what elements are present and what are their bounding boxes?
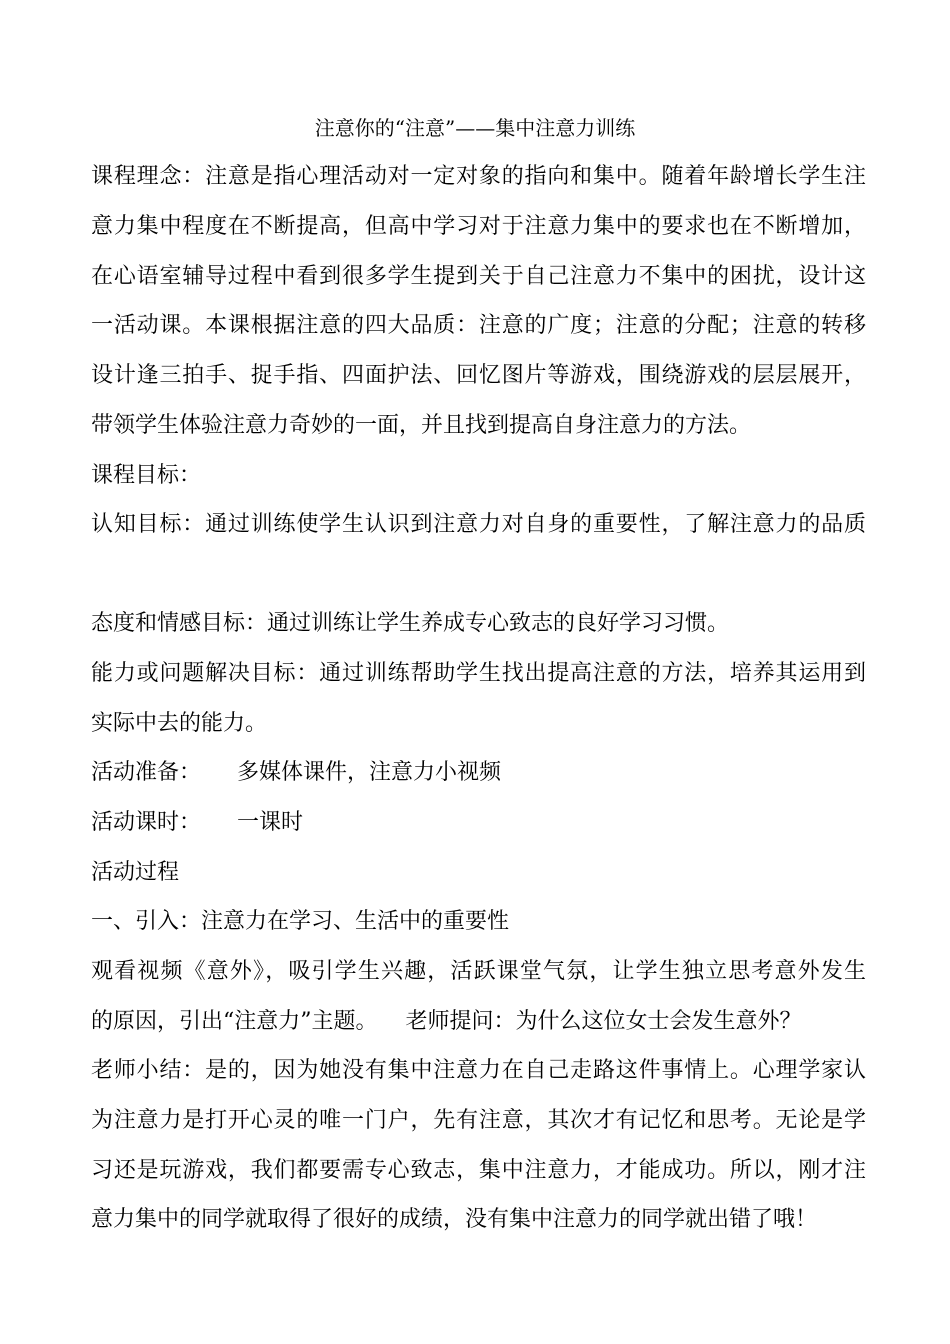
attitude-goal: 态度和情感目标：通过训练让学生养成专心致志的良好学习习惯。 xyxy=(91,611,730,636)
philosophy-line-5: 设计逢三拍手、捉手指、四面护法、回忆图片等游戏，围绕游戏的层层展开， xyxy=(91,363,866,388)
philosophy-line-6: 带领学生体验注意力奇妙的一面，并且找到提高自身注意力的方法。 xyxy=(91,413,752,438)
intro-line-2-part-2: 老师提问：为什么这位女士会发生意外？ xyxy=(405,1009,802,1034)
summary-line-2: 为注意力是打开心灵的唯一门户，先有注意，其次才有记忆和思考。无论是学 xyxy=(91,1108,866,1133)
process-heading: 活动过程 xyxy=(91,860,180,885)
section-one-heading: 一、引入：注意力在学习、生活中的重要性 xyxy=(91,909,510,934)
intro-line-1: 观看视频《意外》，吸引学生兴趣，活跃课堂气氛，让学生独立思考意外发生 xyxy=(91,959,866,984)
document-title: 注意你的“注意”——集中注意力训练 xyxy=(314,116,636,140)
duration-value: 一课时 xyxy=(237,810,304,835)
philosophy-line-2: 意力集中程度在不断提高，但高中学习对于注意力集中的要求也在不断增加， xyxy=(91,214,866,239)
cognitive-goal: 认知目标：通过训练使学生认识到注意力对自身的重要性，了解注意力的品质 xyxy=(91,512,866,537)
ability-goal-line-2: 实际中去的能力。 xyxy=(91,711,268,736)
philosophy-line-1: 课程理念：注意是指心理活动对一定对象的指向和集中。随着年龄增长学生注 xyxy=(91,164,866,189)
philosophy-line-3: 在心语室辅导过程中看到很多学生提到关于自己注意力不集中的困扰，设计这 xyxy=(91,264,866,289)
preparation-value: 多媒体课件，注意力小视频 xyxy=(237,760,502,785)
duration-row xyxy=(91,808,866,838)
philosophy-line-4: 一活动课。本课根据注意的四大品质：注意的广度；注意的分配；注意的转移 xyxy=(91,313,866,338)
summary-line-3: 习还是玩游戏，我们都要需专心致志，集中注意力，才能成功。所以，刚才注 xyxy=(91,1158,866,1183)
summary-line-4: 意力集中的同学就取得了很好的成绩，没有集中注意力的同学就出错了哦！ xyxy=(91,1207,818,1232)
intro-line-2-part-1: 的原因，引出“注意力”主题。 xyxy=(91,1009,378,1034)
duration-label: 活动课时： xyxy=(91,810,202,835)
summary-line-1: 老师小结：是的，因为她没有集中注意力在自己走路这件事情上。心理学家认 xyxy=(91,1058,866,1083)
intro-line-2 xyxy=(91,1007,866,1037)
preparation-row xyxy=(91,758,866,788)
preparation-label: 活动准备： xyxy=(91,760,202,785)
ability-goal-line-1: 能力或问题解决目标：通过训练帮助学生找出提高注意的方法，培养其运用到 xyxy=(91,661,866,686)
goals-heading: 课程目标： xyxy=(91,463,202,488)
